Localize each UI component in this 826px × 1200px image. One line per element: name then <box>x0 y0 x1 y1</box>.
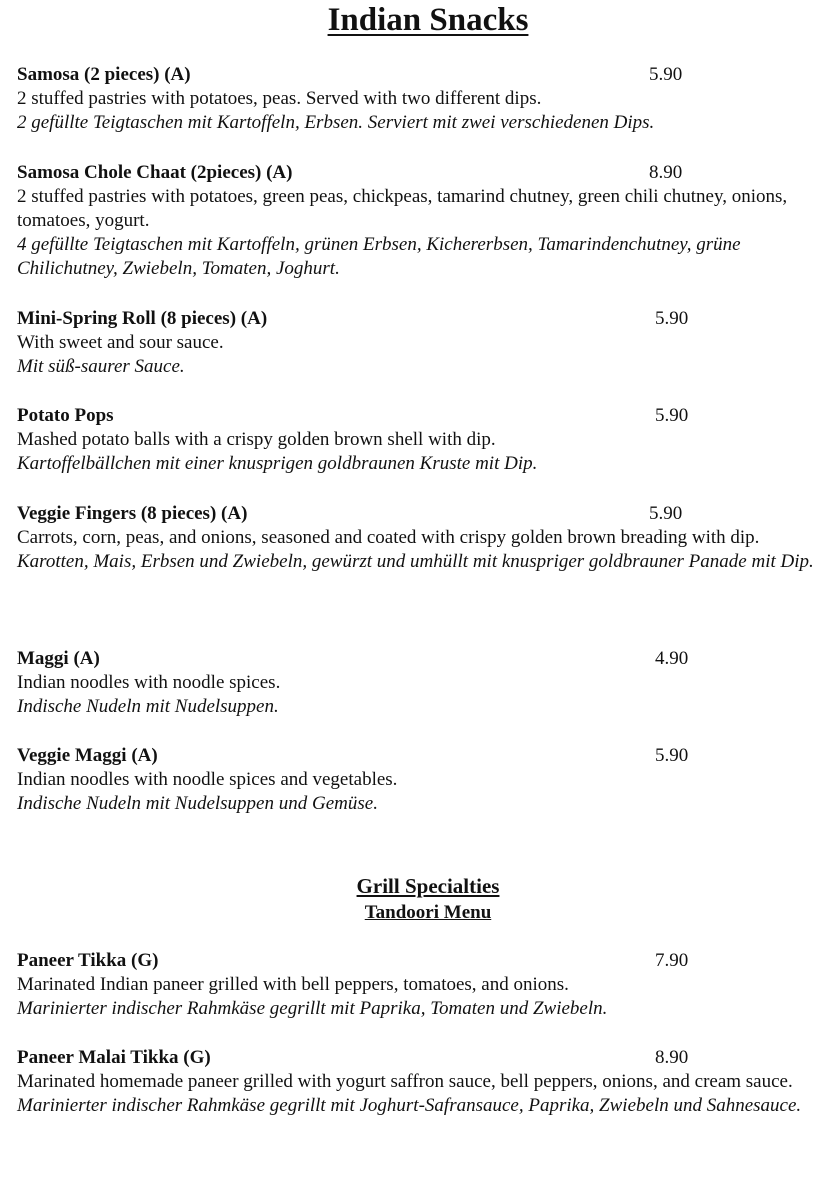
menu-item-price: 4.90 <box>655 648 689 669</box>
menu-item-name: Maggi (A) <box>17 648 100 669</box>
menu-item-name: Mini-Spring Roll (8 pieces) (A) <box>17 308 268 329</box>
menu-item-samosa-chole-chaat <box>17 161 826 281</box>
menu-item-name: Potato Pops <box>17 405 114 426</box>
menu-item-samosa <box>17 63 826 135</box>
menu-item-description-de: 4 gefüllte Teigtaschen mit Kartoffeln, grünen Erbsen, Kichererbsen, Tamarindenchutney, grüne Chilichutney, Zwiebeln, Tomaten, Joghurt. <box>17 234 741 279</box>
menu-item-price: 8.90 <box>655 1047 689 1068</box>
menu-item-paneer-malai-tikka <box>17 1046 826 1118</box>
menu-item-description-de: Karotten, Mais, Erbsen und Zwiebeln, gewürzt und umhüllt mit knuspriger goldbrauner Panade mit Dip. <box>17 551 814 572</box>
menu-item-name: Samosa Chole Chaat (2pieces) (A) <box>17 162 293 183</box>
menu-item-name: Paneer Tikka (G) <box>17 950 159 971</box>
menu-item-description-en: Indian noodles with noodle spices. <box>17 672 281 693</box>
menu-item-description-en: Mashed potato balls with a crispy golden brown shell with dip. <box>17 429 496 450</box>
menu-item-description-en: 2 stuffed pastries with potatoes, green peas, chickpeas, tamarind chutney, green chili chutney, onions, tomatoes, yogurt. <box>17 186 788 231</box>
menu-item-name: Samosa (2 pieces) (A) <box>17 64 191 85</box>
menu-item-price: 5.90 <box>649 64 683 85</box>
menu-item-description-en: Marinated homemade paneer grilled with yogurt saffron sauce, bell peppers, onions, and cream sauce. <box>17 1071 793 1092</box>
menu-item-description-de: Marinierter indischer Rahmkäse gegrillt mit Paprika, Tomaten und Zwiebeln. <box>17 998 608 1019</box>
menu-item-description-de: Mit süß-saurer Sauce. <box>17 356 185 377</box>
menu-item-price: 5.90 <box>655 745 689 766</box>
section-subtitle-tandoori: Tandoori Menu <box>364 902 492 923</box>
page-title: Indian Snacks <box>327 2 529 38</box>
menu-item-veggie-maggi <box>17 744 826 816</box>
menu-item-name: Veggie Fingers (8 pieces) (A) <box>17 503 248 524</box>
menu-item-price: 7.90 <box>655 950 689 971</box>
menu-item-description-de: Indische Nudeln mit Nudelsuppen und Gemüse. <box>17 793 378 814</box>
menu-item-description-en: 2 stuffed pastries with potatoes, peas. Served with two different dips. <box>17 88 542 109</box>
menu-item-price: 8.90 <box>649 162 683 183</box>
menu-item-name: Paneer Malai Tikka (G) <box>17 1047 211 1068</box>
menu-item-description-en: With sweet and sour sauce. <box>17 332 224 353</box>
menu-item-maggi <box>17 647 826 719</box>
menu-item-potato-pops <box>17 404 826 476</box>
menu-item-description-en: Indian noodles with noodle spices and vegetables. <box>17 769 398 790</box>
menu-item-description-en: Carrots, corn, peas, and onions, seasoned and coated with crispy golden brown breading with dip. <box>17 527 760 548</box>
menu-item-veggie-fingers <box>17 502 826 574</box>
menu-item-price: 5.90 <box>649 503 683 524</box>
menu-item-description-en: Marinated Indian paneer grilled with bell peppers, tomatoes, and onions. <box>17 974 569 995</box>
menu-item-mini-spring-roll <box>17 307 826 379</box>
menu-item-name: Veggie Maggi (A) <box>17 745 158 766</box>
menu-item-description-de: Kartoffelbällchen mit einer knusprigen goldbraunen Kruste mit Dip. <box>17 453 538 474</box>
menu-item-price: 5.90 <box>655 405 689 426</box>
menu-item-description-de: Marinierter indischer Rahmkäse gegrillt mit Joghurt-Safransauce, Paprika, Zwiebeln und Sahnesauce. <box>17 1095 802 1116</box>
menu-item-description-de: Indische Nudeln mit Nudelsuppen. <box>17 696 279 717</box>
section-title-grill: Grill Specialties <box>356 874 500 898</box>
menu-item-paneer-tikka <box>17 949 826 1021</box>
menu-item-price: 5.90 <box>655 308 689 329</box>
menu-item-description-de: 2 gefüllte Teigtaschen mit Kartoffeln, Erbsen. Serviert mit zwei verschiedenen Dips. <box>17 112 655 133</box>
